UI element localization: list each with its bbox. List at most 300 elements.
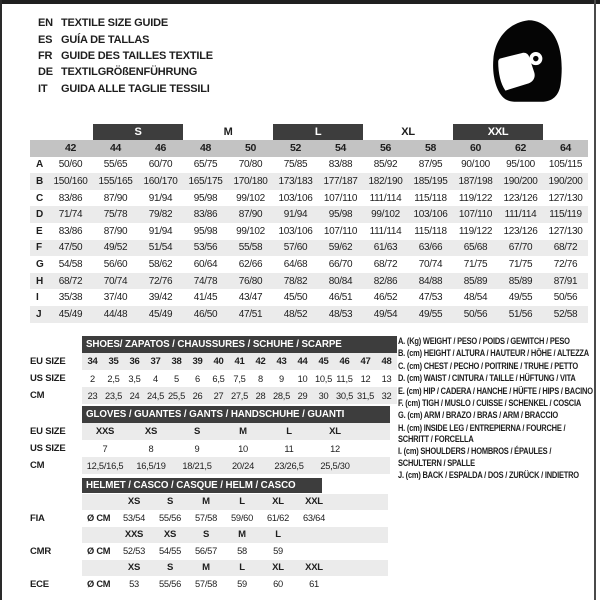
measurement-cell: 46/51	[328, 292, 353, 304]
measurement-cell: 173/183	[273, 173, 318, 190]
size-cell: 37	[145, 353, 166, 370]
measurement-cell: 50/60	[58, 159, 83, 171]
language-code: IT	[38, 82, 48, 95]
label-spacer	[30, 527, 82, 544]
size-header-cell: S	[188, 527, 224, 544]
measurement-cell: 84/88	[408, 273, 453, 290]
size-group-m: M	[223, 126, 233, 138]
row-label: A	[36, 159, 43, 171]
table-title: GLOVES / GUANTES / GANTS / HANDSCHUHE / GUANTI	[82, 406, 390, 423]
size-cell: 3,5	[128, 373, 141, 384]
measurement-cell: 47/50	[48, 240, 93, 257]
filler-cell	[358, 457, 390, 474]
title-spacer	[30, 336, 82, 353]
measurement-cell: 85/89	[453, 273, 498, 290]
measurement-cell: 187/198	[453, 173, 498, 190]
measurement-cell: 90/100	[461, 159, 490, 171]
measurement-cell: 74/78	[183, 273, 228, 290]
measurement-cell: 182/190	[363, 173, 408, 190]
diameter-unit: Ø CM	[87, 546, 111, 557]
helmet-size-row	[30, 560, 388, 577]
measurement-cell: 103/106	[278, 192, 313, 204]
size-cell: 10	[238, 443, 248, 454]
size-cell: 9	[279, 373, 284, 384]
standard-label: ECE	[30, 578, 49, 590]
filler-cell	[332, 494, 388, 511]
filler-cell	[332, 510, 388, 527]
size-header-cell: 42	[48, 140, 93, 157]
size-cell: 48	[376, 353, 397, 370]
circumference-cell	[296, 543, 332, 560]
measurement-cell: 46/50	[183, 306, 228, 323]
size-group-row	[30, 124, 588, 140]
measurement-cell: 49/52	[93, 240, 138, 257]
measurement-row-e	[30, 223, 588, 240]
legend-item: F. (cm) TIGH / MUSLO / CUISSE / SCHENKEL / COSCIA	[398, 397, 582, 408]
size-cell: 20/24	[220, 457, 266, 474]
measurement-row-c	[30, 190, 588, 207]
measurement-cell: 107/110	[323, 225, 358, 237]
measurement-cell: 91/94	[273, 206, 318, 223]
measurement-cell: 72/76	[138, 273, 183, 290]
measurement-row-j	[30, 306, 588, 323]
size-header-cell: XL	[260, 560, 296, 577]
size-header-cell: XL	[260, 494, 296, 511]
row-label: US SIZE	[30, 443, 66, 454]
measurement-cell: 37/40	[103, 292, 128, 304]
language-line	[38, 15, 213, 31]
size-cell: 28	[250, 387, 271, 404]
measurement-cell: 127/130	[548, 192, 583, 204]
measurement-cell: 115/118	[414, 225, 447, 237]
size-header-cell: L	[224, 494, 260, 511]
language-code: FR	[38, 49, 53, 62]
circumference-cell: 56/57	[194, 546, 217, 557]
size-header-cell: XXL	[296, 494, 332, 511]
circumference-cell: 55/56	[158, 579, 181, 590]
guide-title: GUÍA DE TALLAS	[61, 33, 150, 46]
measurement-cell: 49/54	[363, 306, 408, 323]
measurement-cell: 111/114	[498, 206, 543, 223]
row-label: G	[36, 258, 44, 270]
measurement-cell: 170/180	[228, 173, 273, 190]
language-line	[38, 31, 213, 47]
circumference-cell: 59	[273, 546, 283, 557]
legend-item: D. (cm) WAIST / CINTURA / TAILLE / HÜFTUNG / VITA	[398, 373, 576, 384]
standard-label: FIA	[30, 512, 45, 524]
size-cell: 11,5	[336, 373, 353, 384]
measurement-cell: 123/126	[503, 225, 538, 237]
size-cell: 40	[208, 353, 229, 370]
measurement-cell: 75/78	[93, 206, 138, 223]
measurement-cell: 58/62	[148, 258, 173, 270]
size-header-cell: M	[188, 560, 224, 577]
size-cell: 30	[313, 387, 334, 404]
size-row	[30, 353, 397, 370]
measurement-cell: 68/72	[543, 240, 588, 257]
measurement-cell: 45/50	[283, 292, 308, 304]
measurement-cell: 60/64	[193, 258, 218, 270]
gloves-size-table	[30, 406, 390, 474]
size-header-cell: 50	[228, 140, 273, 157]
measurement-row-d	[30, 206, 588, 223]
measurement-cell: 39/42	[148, 292, 173, 304]
measurement-cell: 71/74	[48, 206, 93, 223]
legend-item: J. (cm) BACK / ESPALDA / DOS / ZURÜCK / INDIETRO	[398, 469, 579, 480]
measurement-cell: 190/200	[543, 173, 588, 190]
filler-cell	[332, 527, 388, 544]
size-header-cell: 44	[93, 140, 138, 157]
size-cell: 35	[103, 353, 124, 370]
measurement-cell: 50/56	[453, 306, 498, 323]
size-cell: 11	[284, 443, 294, 454]
size-header-cell: 46	[138, 140, 183, 157]
size-header-cell: 54	[318, 140, 363, 157]
size-cell: 29	[292, 387, 313, 404]
size-header-cell: 60	[453, 140, 498, 157]
measurement-cell: 64/68	[283, 258, 308, 270]
measurement-cell: 155/165	[93, 173, 138, 190]
measurement-legend	[398, 336, 594, 482]
measurement-cell: 95/98	[318, 206, 363, 223]
measurement-cell: 115/118	[414, 192, 447, 204]
measurement-cell: 87/90	[103, 192, 128, 204]
size-header-cell: 62	[498, 140, 543, 157]
legend-item: H. (cm) INSIDE LEG / ENTREPIERNA / FOURCHE / SCHRITT / FORCELLA	[398, 422, 566, 444]
unit-spacer	[82, 560, 116, 577]
size-cell: 42	[250, 353, 271, 370]
helmet-value-row-fia	[30, 510, 388, 527]
measurement-cell: 62/66	[238, 258, 263, 270]
measurement-cell: 160/170	[138, 173, 183, 190]
size-cell: 16,5/19	[128, 457, 174, 474]
circumference-cell: 57/58	[194, 579, 217, 590]
circumference-cell: 54/55	[158, 546, 181, 557]
measurement-cell: 150/160	[48, 173, 93, 190]
size-cell: 6	[195, 373, 200, 384]
label-spacer	[30, 494, 82, 511]
size-cell: 32	[376, 387, 397, 404]
size-header-cell: M	[188, 494, 224, 511]
size-header-cell: 58	[408, 140, 453, 157]
size-cell: 34	[82, 353, 103, 370]
measurement-cell: 119/122	[458, 192, 493, 204]
row-label: C	[36, 192, 43, 204]
filler-cell	[332, 543, 388, 560]
guide-title: GUIDE DES TAILLES TEXTILE	[61, 49, 213, 62]
measurement-cell: 54/58	[58, 258, 83, 270]
circumference-cell: 57/58	[194, 513, 217, 524]
measurement-row-g	[30, 256, 588, 273]
size-cell: 45	[313, 353, 334, 370]
size-cell: 47	[355, 353, 376, 370]
measurement-cell: 123/126	[503, 192, 538, 204]
helmet-value-row-ece	[30, 576, 388, 593]
measurement-cell: 85/89	[498, 273, 543, 290]
measurement-row-f	[30, 240, 588, 257]
shoes-size-table	[30, 336, 397, 404]
size-cell: 2,5	[107, 373, 120, 384]
measurement-cell: 43/47	[238, 292, 263, 304]
legend-item: G. (cm) ARM / BRAZO / BRAS / ARM / BRACCIO	[398, 410, 559, 421]
measurement-cell: 99/102	[236, 225, 265, 237]
measurement-cell: 65/68	[453, 240, 498, 257]
measurement-cell: 107/110	[453, 206, 498, 223]
unit-spacer	[82, 494, 116, 511]
measurement-cell: 91/94	[148, 192, 173, 204]
measurement-cell: 80/84	[318, 273, 363, 290]
size-cell: 31,5	[355, 387, 376, 404]
circumference-cell: 53/54	[122, 513, 145, 524]
title-spacer	[30, 477, 82, 494]
language-code: EN	[38, 17, 53, 30]
measurement-cell: 87/95	[418, 159, 443, 171]
measurement-cell: 165/175	[183, 173, 228, 190]
circumference-cell: 60	[273, 579, 283, 590]
measurement-cell: 56/60	[103, 258, 128, 270]
filler-cell	[332, 560, 388, 577]
measurement-row-h	[30, 273, 588, 290]
size-header-cell: XS	[116, 560, 152, 577]
size-cell: 38	[166, 353, 187, 370]
size-header-cell: L	[224, 560, 260, 577]
size-cell: 28,5	[271, 387, 292, 404]
size-cell: 43	[271, 353, 292, 370]
circumference-cell: 59/60	[230, 513, 253, 524]
measurement-cell: 70/74	[93, 273, 138, 290]
measurement-cell: 83/86	[183, 206, 228, 223]
size-group-s: S	[93, 124, 183, 140]
row-label: CM	[30, 390, 45, 401]
size-header-cell: S	[152, 560, 188, 577]
size-header-cell: M	[224, 527, 260, 544]
measurement-cell: 76/80	[228, 273, 273, 290]
size-cell: 12,5/16,5	[82, 457, 128, 474]
helmet-size-row	[30, 527, 388, 544]
size-cell: 24,5	[145, 387, 166, 404]
size-cell: XL	[312, 423, 358, 440]
helmet-size-table	[30, 477, 388, 593]
size-cell: 8	[148, 443, 154, 454]
size-cell: 46	[334, 353, 355, 370]
measurement-cell: 66/70	[328, 258, 353, 270]
measurement-cell: 105/115	[548, 159, 583, 171]
size-group-xxl: XXL	[453, 124, 543, 140]
language-code: DE	[38, 66, 53, 79]
size-cell: 41	[229, 353, 250, 370]
filler-cell	[358, 423, 390, 440]
measurement-cell: 49/55	[508, 292, 533, 304]
circumference-cell: 58	[237, 546, 247, 557]
size-cell: 24	[124, 387, 145, 404]
measurement-cell: 177/187	[318, 173, 363, 190]
helmet-size-row	[30, 494, 388, 511]
measurement-cell: 190/200	[498, 173, 543, 190]
measurement-cell: 46/52	[373, 292, 398, 304]
measurement-cell: 50/56	[553, 292, 578, 304]
language-line	[38, 64, 213, 80]
size-cell: L	[266, 423, 312, 440]
title-spacer	[30, 406, 82, 423]
size-cell: 36	[124, 353, 145, 370]
measurement-cell: 57/60	[273, 240, 318, 257]
size-cell: 6,5	[212, 373, 225, 384]
measurement-cell: 47/53	[418, 292, 443, 304]
measurement-cell: 55/58	[228, 240, 273, 257]
filler-cell	[332, 576, 388, 593]
measurement-row-b	[30, 173, 588, 190]
filler-cell	[358, 440, 390, 457]
size-header-cell: XS	[116, 494, 152, 511]
right-border-line	[594, 0, 596, 600]
measurement-cell: 79/82	[138, 206, 183, 223]
measurement-cell: 53/56	[183, 240, 228, 257]
measurement-cell: 87/90	[228, 206, 273, 223]
top-border-bar	[0, 0, 600, 4]
size-group-spacer	[30, 124, 93, 140]
measurement-cell: 67/70	[498, 240, 543, 257]
racing-helmet-icon	[487, 16, 567, 106]
measurement-cell: 83/86	[58, 225, 83, 237]
measurement-cell: 83/88	[328, 159, 353, 171]
measurement-cell: 68/72	[373, 258, 398, 270]
size-cell: 10	[297, 373, 308, 384]
size-header-cell: XXS	[116, 527, 152, 544]
measurement-cell: 65/75	[193, 159, 218, 171]
size-cell: 10,5	[314, 373, 333, 384]
circumference-cell: 63/64	[302, 513, 325, 524]
measurement-cell: 91/94	[148, 225, 173, 237]
measurement-cell: 103/106	[408, 206, 453, 223]
size-cell: 12	[360, 373, 371, 384]
measurement-cell: 111/114	[369, 192, 402, 204]
size-header-cell: L	[260, 527, 296, 544]
measurement-cell: 119/122	[458, 225, 493, 237]
table-title-row	[30, 336, 397, 353]
standard-label: CMR	[30, 545, 52, 557]
size-cell: 12	[330, 443, 340, 454]
circumference-cell: 59	[237, 579, 247, 590]
measurement-cell: 61/63	[363, 240, 408, 257]
size-header-cell: 64	[543, 140, 588, 157]
measurement-cell: 60/70	[148, 159, 173, 171]
measurement-cell: 48/52	[273, 306, 318, 323]
table-title: SHOES/ ZAPATOS / CHAUSSURES / SCHUHE / SCARPE	[82, 336, 397, 353]
row-label: B	[30, 173, 48, 190]
size-cell: 27,5	[229, 387, 250, 404]
measurement-cell: 52/58	[543, 306, 588, 323]
size-cell: 9	[194, 443, 200, 454]
measurement-cell: 115/119	[543, 206, 588, 223]
size-header-cell: XXL	[296, 560, 332, 577]
measurement-cell: 59/62	[318, 240, 363, 257]
row-label: D	[30, 206, 48, 223]
measurement-cell: 70/80	[238, 159, 263, 171]
measurement-cell: 45/49	[48, 306, 93, 323]
circumference-cell: 53	[129, 579, 139, 590]
guide-title: TEXTILGRÖßENFÜHRUNG	[61, 66, 198, 79]
size-cell: M	[220, 423, 266, 440]
size-cell: 44	[292, 353, 313, 370]
measurement-row-i	[30, 289, 588, 306]
helmet-value-row-cmr	[30, 543, 388, 560]
table-title-row	[30, 406, 390, 423]
size-cell: 39	[187, 353, 208, 370]
size-header-cell: XS	[152, 527, 188, 544]
row-label: EU SIZE	[30, 356, 66, 367]
measurement-cell: 95/98	[193, 192, 218, 204]
size-cell: 30,5	[334, 387, 355, 404]
circumference-cell: 61/62	[266, 513, 289, 524]
size-row-spacer	[30, 140, 48, 157]
measurement-cell: 71/75	[508, 258, 533, 270]
measurement-cell: 70/74	[418, 258, 443, 270]
size-cell: 25,5/30	[312, 457, 358, 474]
row-label: J	[30, 306, 48, 323]
measurement-cell: 63/66	[408, 240, 453, 257]
row-label: US SIZE	[30, 373, 66, 384]
size-group-spacer	[543, 124, 588, 140]
measurement-cell: 49/55	[408, 306, 453, 323]
measurement-cell: 51/54	[138, 240, 183, 257]
table-title-row	[30, 477, 388, 494]
size-row	[30, 440, 390, 457]
measurement-cell: 48/54	[463, 292, 488, 304]
size-cell: 4	[153, 373, 158, 384]
size-cell: 8	[258, 373, 263, 384]
language-line	[38, 48, 213, 64]
size-cell: 2	[90, 373, 95, 384]
measurement-cell: 87/91	[543, 273, 588, 290]
size-header-cell: 52	[273, 140, 318, 157]
language-code: ES	[38, 33, 53, 46]
size-cell: S	[174, 423, 220, 440]
size-cell: 23	[82, 387, 103, 404]
size-cell: 23/26,5	[266, 457, 312, 474]
measurement-row-a	[30, 157, 588, 174]
size-row	[30, 423, 390, 440]
table-title-wrap	[82, 477, 388, 494]
guide-title: GUIDA ALLE TAGLIE TESSILI	[61, 82, 210, 95]
measurement-cell: 78/82	[273, 273, 318, 290]
legend-item: A. (Kg) WEIGHT / PESO / POIDS / GEWITCH / PESO	[398, 336, 570, 346]
unit-spacer	[82, 527, 116, 544]
measurement-cell: 127/130	[548, 225, 583, 237]
legend-item: E. (cm) HIP / CADERA / HANCHE / HÜFTE / HIPS / BACINO	[398, 385, 593, 396]
measurement-cell: 95/98	[193, 225, 218, 237]
row-label: H	[30, 273, 48, 290]
legend-item: B. (cm) HEIGHT / ALTURA / HAUTEUR / HÖHE / ALTEZZA	[398, 348, 589, 359]
measurement-cell: 87/90	[103, 225, 128, 237]
guide-title: TEXTILE SIZE GUIDE	[61, 17, 169, 30]
left-border-line	[0, 0, 2, 600]
measurement-cell: 99/102	[236, 192, 265, 204]
diameter-unit: Ø CM	[87, 579, 111, 590]
size-row	[30, 370, 397, 387]
measurement-cell: 72/76	[553, 258, 578, 270]
size-header-cell: 48	[183, 140, 228, 157]
row-label: I	[36, 292, 39, 304]
circumference-cell: 61	[309, 579, 319, 590]
row-label: E	[36, 225, 43, 237]
measurement-cell: 68/72	[48, 273, 93, 290]
size-cell: 25,5	[166, 387, 187, 404]
size-row	[30, 387, 397, 404]
size-group-l: L	[273, 124, 363, 140]
size-cell: 27	[208, 387, 229, 404]
size-cell: 7,5	[233, 373, 246, 384]
measurement-cell: 55/65	[103, 159, 128, 171]
